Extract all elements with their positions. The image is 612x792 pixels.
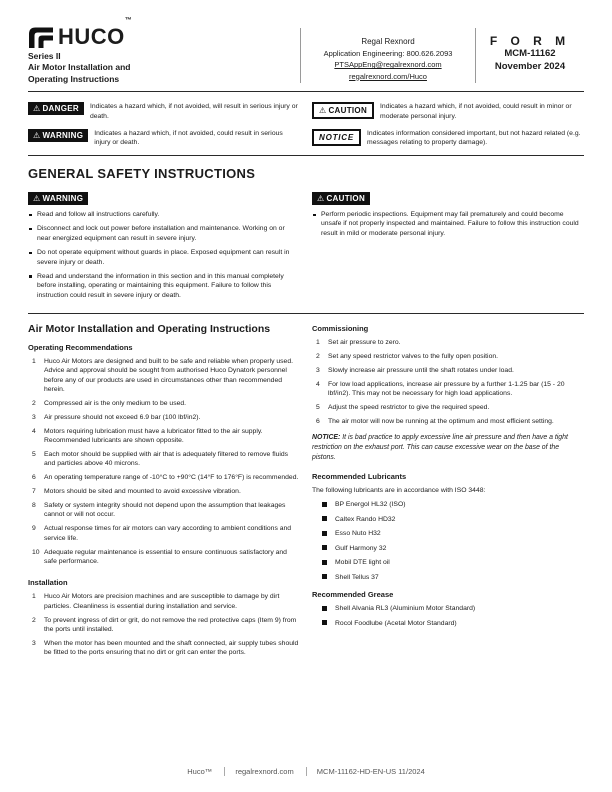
list-item: 1 Set air pressure to zero. [316,339,401,347]
list-item: 1 Huco Air Motors are designed and built to be safe and reliable when properly used. Advice and approval should be sought from authorised Huco Dynatork personnel before any of our products are used in circumstances other than recommended herein. [32,358,293,394]
document-title-line: Operating Instructions [28,73,120,84]
left-column [28,323,300,662]
list-item: Read and follow all instructions carefully. [28,210,300,219]
list-item: 9 Actual response times for air motors can vary according to ambient conditions and service life. [32,525,292,542]
square-bullet-icon [322,620,327,625]
square-bullet-icon [322,531,327,536]
general-safety-warning-col [28,188,300,305]
form-number: MCM-11162 [504,48,556,59]
warning-triangle-icon: ⚠ [317,194,325,204]
general-safety-section [28,156,584,314]
document-title [28,51,300,85]
warning-triangle-icon: ⚠ [33,130,41,140]
list-item: 1 Huco Air Motors are precision machines and are susceptible to damage by dirt particles. Cleanliness is essential during installation and service. [32,593,280,610]
lubricants-list [312,500,584,582]
huco-logo-icon [28,26,54,48]
logo-wordmark: HUCO™ [58,17,133,49]
huco-logo [28,17,300,49]
operating-recommendations-list [28,357,300,566]
email-link[interactable]: PTSAppEng@regalrexnord.com [334,60,442,70]
signal-col-left [28,102,300,147]
list-item: Caltex Rando HD32 [322,515,584,525]
list-item: 3 When the motor has been mounted and the shaft connected, air supply tubes should be fitted to the ports ensuring that no dirt or grit can enter the ports. [32,639,299,657]
list-item: 3 Air pressure should not exceed 6.9 bar (100 lbf/in2). [32,413,201,421]
list-item: 5 Adjust the speed restrictor to give the required speed. [316,403,490,411]
general-safety-caution-col [312,188,584,305]
list-item: Shell Alvania RL3 (Aluminium Motor Standard) [322,604,584,614]
notice-definition [312,129,584,147]
list-item: 2 To prevent ingress of dirt or grit, do not remove the red protective caps (Item 9) from the ports until installed. [32,616,297,633]
recommended-grease-heading: Recommended Grease [312,590,394,600]
contact-block [301,26,475,85]
warning-badge: ⚠ WARNING [28,192,88,205]
commissioning-notice [312,433,584,462]
caution-bullet-list [312,210,584,238]
square-bullet-icon [322,545,327,550]
list-item: Read and understand the information in this section and in this manual completely before installing, operating or maintaining this equipment. Failure to follow this instruction could result in severe injury or death. [28,272,300,300]
lubricants-intro: The following lubricants are in accordance with ISO 3448: [312,486,486,494]
form-label: F O R M [489,34,571,48]
list-item: 6 An operating temperature range of -10°C to +90°C (14°F to 176°F) is recommended. [32,474,299,482]
list-item: 6 The air motor will now be running at the optimum and most efficient setting. [316,417,554,425]
grease-list [312,604,584,628]
warning-badge: ⚠ WARNING [28,129,88,142]
list-item: 3 Slowly increase air pressure until the shaft rotates under load. [316,366,514,374]
danger-definition [28,102,300,120]
list-item: 7 Motors should be sited and mounted to avoid excessive vibration. [32,488,241,496]
signal-col-right [312,102,584,147]
list-item: 4 For low load applications, increase air pressure by a further 1-1.25 bar (15 - 20 lbf/in2). This may not be necessary for high load applications. [316,380,565,398]
trademark-symbol: ™ [124,17,133,24]
notice-text: Indicates information considered important, but not hazard related (e.g. messages relating to property damage). [367,129,581,146]
commissioning-heading: Commissioning [312,324,369,334]
square-bullet-icon [322,502,327,507]
website-link[interactable]: regalrexnord.com/Huco [349,71,427,81]
list-item: 8 Safety or system integrity should not depend upon the assumption that leakages cannot or will not occur. [32,502,286,519]
list-item: Mobil DTE light oil [322,558,584,568]
footer-brand: Huco™ [187,767,213,776]
square-bullet-icon [322,516,327,521]
caution-badge: ⚠ CAUTION [312,102,374,119]
list-item: 4 Motors requiring lubrication must have a lubricator fitted to the air supply. Recommended lubricants are shown opposite. [32,427,263,445]
page-header [28,17,584,92]
phone-line: Application Engineering: 800.626.2093 [323,49,453,58]
list-item: Esso Nuto H32 [322,529,584,539]
square-bullet-icon [322,606,327,611]
square-bullet-icon [322,560,327,565]
list-item: Shell Tellus 37 [322,573,584,583]
danger-badge: ⚠ DANGER [28,102,84,115]
document-title-line: Series II [28,51,61,61]
list-item: 2 Compressed air is the only medium to be used. [32,400,187,408]
company-name: Regal Rexnord [361,37,415,46]
brand-block [28,17,300,85]
document-title-line: Air Motor Installation and [28,62,131,73]
list-item: Disconnect and lock out power before installation and maintenance. Working on or near energized equipment can result in severe injury. [28,224,300,243]
warning-triangle-icon: ⚠ [33,194,41,204]
caution-text: Indicates a hazard which, if not avoided, could result in minor or moderate personal injury. [380,103,572,120]
danger-text: Indicates a hazard which, if not avoided, will result in serious injury or death. [89,103,298,120]
form-block [476,26,584,85]
signal-word-definitions [28,92,584,156]
list-item: 10 Adequate regular maintenance is essential to ensure continuous satisfactory and safe performance. [32,548,287,565]
installation-list [28,592,300,657]
list-item: BP Energol HL32 (ISO) [322,500,584,510]
recommended-lubricants-heading: Recommended Lubricants [312,471,407,481]
installation-heading: Installation [28,578,68,588]
warning-definition [28,129,300,147]
list-item: Do not operate equipment without guards in place. Exposed equipment can result in severe injury or death. [28,248,300,267]
list-item: Rocol Foodlube (Acetal Motor Standard) [322,619,584,629]
commissioning-list [312,338,584,426]
list-item: 5 Each motor should be supplied with air that is adequately filtered to remove fluids and particles above 40 microns. [32,451,289,468]
instructions-section [28,314,584,662]
notice-badge: NOTICE [312,129,361,146]
list-item: 2 Set any speed restrictor valves to the fully open position. [316,352,499,360]
list-item: Perform periodic inspections. Equipment may fail prematurely and could become unsafe if not properly inspected and maintained. Failure to follow this instruction could result in mild or moderate personal injury. [312,210,584,238]
list-item: Gulf Harmony 32 [322,544,584,554]
notice-label: NOTICE: [312,434,341,442]
caution-definition [312,102,584,120]
section-title: Air Motor Installation and Operating Instructions [28,323,271,336]
operating-recommendations-heading: Operating Recommendations [28,343,133,353]
warning-text: Indicates a hazard which, if not avoided, could result in serious injury or death. [94,129,283,146]
footer-doc-code: MCM-11162-HD-EN-US 11/2024 [306,767,435,776]
form-date: November 2024 [494,60,566,72]
right-column [312,323,584,662]
warning-triangle-icon: ⚠ [319,106,327,116]
notice-body: It is bad practice to apply excessive line air pressure and then have a tight restriction on the exhaust port. This can cause excessive wear on the base of the pistons. [312,434,568,461]
footer-website: regalrexnord.com [224,767,303,776]
square-bullet-icon [322,574,327,579]
page-footer [0,767,612,776]
warning-bullet-list [28,210,300,300]
caution-badge: ⚠ CAUTION [312,192,370,205]
warning-triangle-icon: ⚠ [33,104,41,114]
general-safety-title: GENERAL SAFETY INSTRUCTIONS [28,166,256,182]
